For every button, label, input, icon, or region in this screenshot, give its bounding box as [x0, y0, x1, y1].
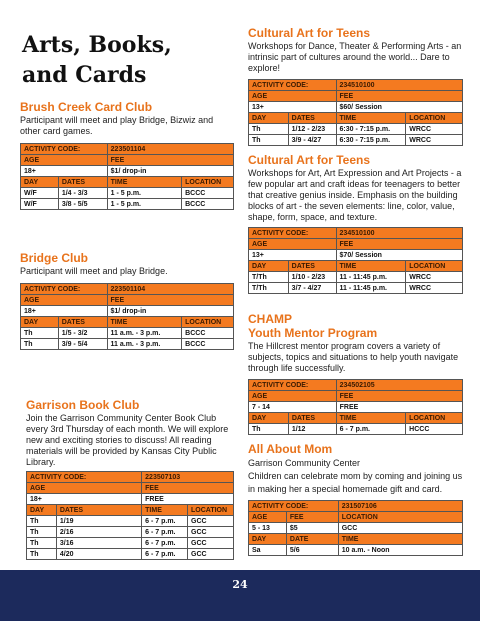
fee-value: $70/ Session [336, 250, 462, 261]
age-header: AGE [249, 239, 337, 250]
fee-header: FEE [336, 91, 463, 102]
col-header: LOCATION [182, 177, 234, 188]
cell: Th [27, 538, 57, 549]
activity-code: 223507103 [142, 472, 234, 483]
col-header: LOCATION [406, 261, 463, 272]
code-label: ACTIVITY CODE: [249, 501, 339, 512]
brush-creek-section [20, 100, 234, 210]
col-header: DATES [58, 177, 107, 188]
cell: 11 - 11:45 p.m. [336, 283, 406, 294]
col-header: DAY [27, 505, 57, 516]
cell: 6:30 - 7:15 p.m. [336, 124, 406, 135]
activity-table [248, 500, 463, 556]
cell: 2/16 [56, 527, 141, 538]
cell: 6 - 7 p.m. [142, 516, 188, 527]
fee-header: FEE [336, 391, 462, 402]
cell: GCC [188, 549, 234, 560]
col-header: LOCATION [188, 505, 234, 516]
code-label: ACTIVITY CODE: [249, 228, 337, 239]
program-description: Children can celebrate mom by coming and joining us in making her a special homemade gift and card. [248, 471, 463, 494]
col-header: DAY [249, 113, 289, 124]
table-row [249, 283, 463, 294]
col-header: TIME [107, 317, 182, 328]
program-description: Join the Garrison Community Center Book Club every 3rd Thursday of each month. We will explore new and exciting stories to discuss! All reading materials will be provided by Kansas City Public Library. [26, 413, 229, 467]
col-header: LOCATION [406, 113, 463, 124]
col-header: AGE [249, 512, 287, 523]
program-title: Brush Creek Card Club [20, 100, 153, 114]
age-header: AGE [249, 91, 337, 102]
col-header: FEE [286, 512, 338, 523]
cell: 6:30 - 7:15 p.m. [336, 135, 406, 146]
col-header: DAY [21, 177, 59, 188]
table-row [249, 545, 463, 556]
cell: Th [27, 516, 57, 527]
cell: 1 - 5 p.m. [107, 188, 181, 199]
cell: $5 [286, 523, 338, 534]
cell: 6 - 7 p.m. [142, 527, 188, 538]
cell: 6 - 7 p.m. [142, 538, 188, 549]
code-label: ACTIVITY CODE: [27, 472, 142, 483]
fee-header: FEE [142, 483, 234, 494]
cell: WRCC [406, 272, 463, 283]
program-title: Cultural Art for Teens [248, 153, 371, 167]
table-row [249, 523, 463, 534]
cell: 5 - 13 [249, 523, 287, 534]
cell: GCC [188, 538, 234, 549]
activity-code: 234510100 [336, 228, 462, 239]
age-header: AGE [21, 155, 108, 166]
activity-code: 234502105 [336, 380, 462, 391]
col-header: LOCATION [182, 317, 234, 328]
col-header: DAY [21, 317, 59, 328]
col-header: TIME [142, 505, 188, 516]
cell: BCCC [182, 188, 234, 199]
activity-table [248, 227, 463, 294]
activity-table [26, 471, 234, 560]
activity-table [20, 143, 234, 210]
code-label: ACTIVITY CODE: [21, 144, 108, 155]
age-value: 13+ [249, 102, 337, 113]
cultural-art-performing-section [248, 26, 463, 146]
fee-header: FEE [336, 239, 462, 250]
table-row [21, 199, 234, 210]
fee-header: FEE [107, 155, 233, 166]
age-value: 13+ [249, 250, 337, 261]
age-value: 18+ [27, 494, 142, 505]
col-header: TIME [336, 113, 406, 124]
program-title: All About Mom [248, 442, 333, 456]
cell: 6 - 7 p.m. [142, 549, 188, 560]
all-about-mom-section [248, 442, 463, 556]
program-title: Cultural Art for Teens [248, 26, 371, 40]
cell: Th [27, 527, 57, 538]
cell: 3/9 - 4/27 [288, 135, 336, 146]
cell: 10 a.m. - Noon [338, 545, 462, 556]
cell: HCCC [406, 424, 463, 435]
cell: T/Th [249, 283, 289, 294]
cell: 1 - 5 p.m. [107, 199, 181, 210]
table-row [27, 516, 234, 527]
cell: 11 a.m. - 3 p.m. [107, 339, 182, 350]
code-label: ACTIVITY CODE: [249, 80, 337, 91]
col-header: TIME [107, 177, 181, 188]
col-header: LOCATION [406, 413, 463, 424]
activity-code: 234510100 [336, 80, 463, 91]
bridge-club-section [20, 251, 234, 350]
cell: 1/4 - 3/3 [58, 188, 107, 199]
champ-section [248, 312, 463, 435]
cell: Th [21, 339, 59, 350]
col-header: DAY [249, 413, 289, 424]
col-header: DATES [288, 113, 336, 124]
code-label: ACTIVITY CODE: [21, 284, 108, 295]
code-label: ACTIVITY CODE: [249, 380, 337, 391]
program-description: The Hillcrest mentor program covers a variety of subjects, topics and situations to help youth navigate through life successfully. [248, 341, 459, 373]
cell: W/F [21, 199, 59, 210]
cultural-art-projects-section [248, 153, 463, 294]
cell: 5/6 [286, 545, 338, 556]
page-number: 24 [232, 578, 248, 591]
table-row [249, 272, 463, 283]
cell: Th [21, 328, 59, 339]
table-row [249, 424, 463, 435]
program-location: Garrison Community Center [248, 458, 361, 468]
cell: Th [249, 135, 289, 146]
col-header: DAY [249, 261, 289, 272]
activity-table [248, 379, 463, 435]
cell: 11 a.m. - 3 p.m. [107, 328, 182, 339]
cell: 3/16 [56, 538, 141, 549]
program-title: Bridge Club [20, 251, 88, 265]
age-value: 18+ [21, 306, 108, 317]
col-header: DATES [288, 413, 336, 424]
cell: BCCC [182, 328, 234, 339]
cell: 1/10 - 2/23 [288, 272, 336, 283]
program-title: Garrison Book Club [26, 398, 140, 412]
cell: 6 - 7 p.m. [336, 424, 406, 435]
program-description: Participant will meet and play Bridge. [20, 266, 168, 276]
activity-code: 223501104 [107, 284, 233, 295]
col-header: DATE [286, 534, 338, 545]
program-description: Participant will meet and play Bridge, Bizwiz and other card games. [20, 115, 214, 136]
program-subtitle: Youth Mentor Program [248, 326, 378, 340]
col-header: TIME [336, 413, 406, 424]
col-header: DAY [249, 534, 287, 545]
col-header: TIME [338, 534, 462, 545]
col-header: DATES [56, 505, 141, 516]
col-header: LOCATION [338, 512, 462, 523]
activity-code: 223501104 [107, 144, 233, 155]
garrison-book-club-section [26, 398, 234, 560]
cell: WRCC [406, 135, 463, 146]
age-header: AGE [21, 295, 108, 306]
age-value: 18+ [21, 166, 108, 177]
age-value: 7 - 14 [249, 402, 337, 413]
table-row [249, 124, 463, 135]
table-row [27, 549, 234, 560]
activity-code: 231507106 [338, 501, 462, 512]
cell: Th [249, 124, 289, 135]
age-header: AGE [249, 391, 337, 402]
cell: 4/20 [56, 549, 141, 560]
cell: GCC [338, 523, 462, 534]
cell: Sa [249, 545, 287, 556]
program-description: Workshops for Art, Art Expression and Art Projects - a few popular art and craft ideas for teenagers to better that creative genius inside. Emphasis on the building blocks of art - the seven elements: line, color, value, shape, form, space, and texture. [248, 168, 462, 222]
fee-value: FREE [336, 402, 462, 413]
activity-table [20, 283, 234, 350]
age-header: AGE [27, 483, 142, 494]
cell: 1/19 [56, 516, 141, 527]
cell: Th [27, 549, 57, 560]
table-row [27, 527, 234, 538]
cell: BCCC [182, 199, 234, 210]
program-description: Workshops for Dance, Theater & Performing Arts - an intrinsic part of cultures around the world... Dare to explore! [248, 41, 462, 73]
cell: W/F [21, 188, 59, 199]
table-row [27, 538, 234, 549]
table-row [21, 339, 234, 350]
fee-header: FEE [107, 295, 233, 306]
fee-value: FREE [142, 494, 234, 505]
cell: WRCC [406, 124, 463, 135]
cell: 3/9 - 5/4 [58, 339, 107, 350]
col-header: DATES [58, 317, 107, 328]
col-header: DATES [288, 261, 336, 272]
col-header: TIME [336, 261, 406, 272]
cell: T/Th [249, 272, 289, 283]
cell: 1/12 [288, 424, 336, 435]
fee-value: $60/ Session [336, 102, 463, 113]
program-title: CHAMP [248, 312, 292, 326]
cell: 11 - 11:45 p.m. [336, 272, 406, 283]
cell: WRCC [406, 283, 463, 294]
cell: Th [249, 424, 289, 435]
fee-value: $1/ drop-in [107, 166, 233, 177]
table-row [21, 188, 234, 199]
cell: BCCC [182, 339, 234, 350]
activity-table [248, 79, 463, 146]
cell: 1/12 - 2/23 [288, 124, 336, 135]
cell: 3/8 - 5/5 [58, 199, 107, 210]
cell: 1/5 - 3/2 [58, 328, 107, 339]
cell: 3/7 - 4/27 [288, 283, 336, 294]
fee-value: $1/ drop-in [107, 306, 233, 317]
cell: GCC [188, 516, 234, 527]
page-title: Arts, Books, and Cards [22, 32, 172, 88]
cell: GCC [188, 527, 234, 538]
table-row [21, 328, 234, 339]
table-row [249, 135, 463, 146]
